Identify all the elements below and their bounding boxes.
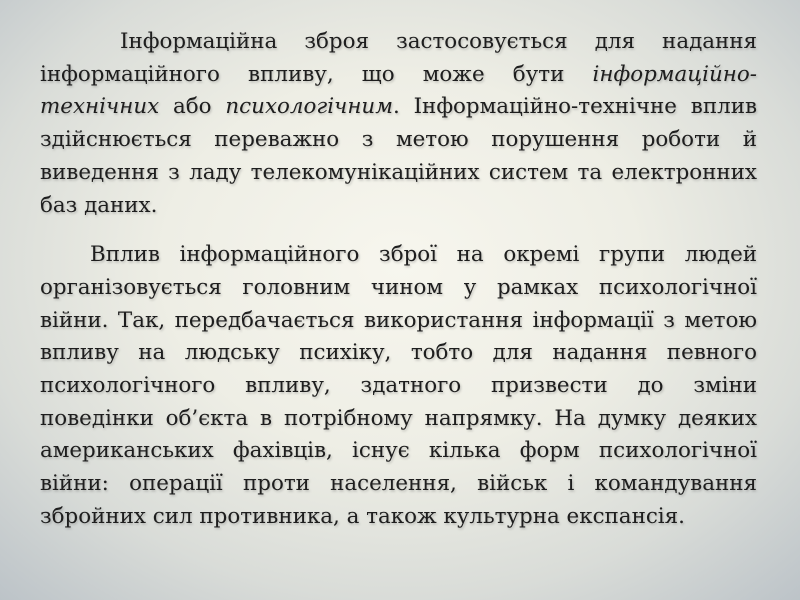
italic-term-info-technical: інформаційно-технічних <box>40 61 757 120</box>
slide-body <box>40 26 757 534</box>
paragraph-1-text-end: . Інформаційно-технічне вплив здійснюється переважно з метою порушення роботи й виведення з ладу телекомунікаційних систем та електронних баз даних. <box>40 94 757 218</box>
paragraph-information-weapon <box>40 26 757 222</box>
italic-term-psychological: психологічним <box>225 94 393 120</box>
paragraph-1-text-start: Інформаційна зброя застосовується для надання інформаційного впливу, що може бути <box>40 29 757 87</box>
paragraph-1-text-or: або <box>159 94 226 120</box>
paragraph-psychological-war: Вплив інформаційного зброї на окремі групи людей організовується головним чином у рамках психологічної війни. Так, передбачається використання інформації з метою впливу на людську психіку, тобто для надання певного психологічного впливу, здатного призвести до зміни поведінки об’єкта в потрібному напрямку. На думку деяких американських фахівців, існує кілька форм психологічної війни: операції проти населення, військ і командування збройних сил противника, а також культурна експансія. <box>40 242 757 529</box>
